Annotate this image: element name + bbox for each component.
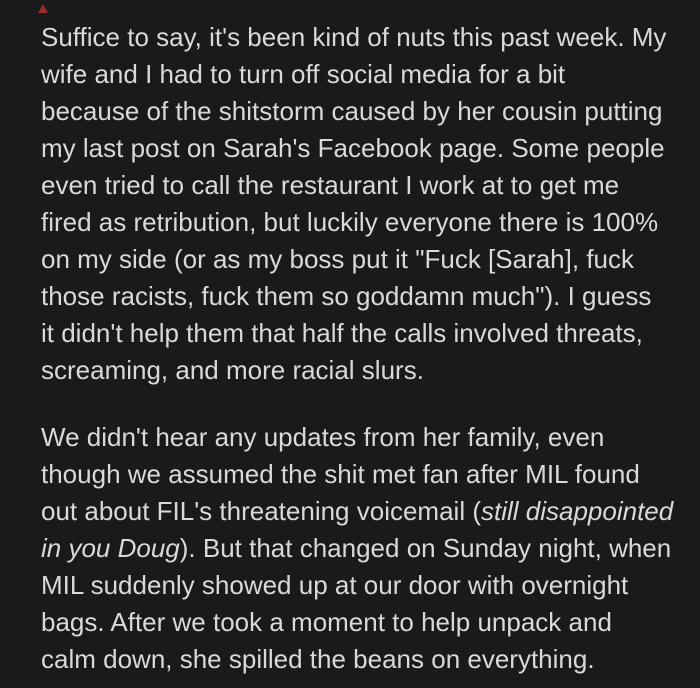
text-segment: on my side (or as my boss put it "Fuck [Sarah], fuck	[41, 244, 634, 274]
italic-text-segment: in you Doug	[41, 533, 180, 563]
text-segment: though we assumed the shit met fan after MIL found	[41, 459, 640, 489]
text-segment: out about FIL's threatening voicemail (	[41, 496, 481, 526]
text-segment: fired as retribution, but luckily everyone there is 100%	[41, 207, 659, 237]
italic-text-segment: still disappointed	[480, 496, 674, 526]
text-segment: even tried to call the restaurant I work at to get me	[41, 170, 620, 200]
text-line	[41, 352, 670, 389]
paragraph	[41, 419, 674, 678]
post-body	[41, 19, 674, 678]
paragraph	[41, 19, 670, 389]
text-line	[41, 204, 670, 241]
text-segment: MIL suddenly showed up at our door with overnight	[41, 570, 629, 600]
text-segment: those racists, fuck them so goddamn much"). I guess	[41, 281, 652, 311]
text-segment: bags. After we took a moment to help unpack and	[41, 607, 612, 637]
text-line	[41, 56, 670, 93]
text-line	[41, 419, 670, 456]
red-mark-icon	[38, 4, 48, 13]
text-segment: Suffice to say, it's been kind of nuts this past week. My	[41, 22, 667, 52]
text-segment: ). But that changed on Sunday night, when	[179, 533, 672, 563]
text-line	[41, 278, 670, 315]
text-line	[41, 493, 674, 530]
text-segment: it didn't help them that half the calls involved threats,	[41, 318, 643, 348]
text-line	[41, 456, 670, 493]
text-line	[41, 604, 670, 641]
text-line	[41, 530, 670, 567]
text-line	[41, 167, 670, 204]
text-line	[41, 567, 670, 604]
text-segment: We didn't hear any updates from her family, even	[41, 422, 605, 452]
text-segment: screaming, and more racial slurs.	[41, 355, 424, 385]
text-segment: calm down, she spilled the beans on everything.	[41, 644, 595, 674]
text-line	[41, 19, 670, 56]
text-segment: because of the shitstorm caused by her cousin putting	[41, 96, 663, 126]
text-line	[41, 241, 670, 278]
text-line	[41, 93, 670, 130]
text-segment: wife and I had to turn off social media for a bit	[41, 59, 566, 89]
text-line	[41, 315, 670, 352]
text-segment: my last post on Sarah's Facebook page. Some people	[41, 133, 665, 163]
text-line	[41, 641, 670, 678]
text-line	[41, 130, 670, 167]
